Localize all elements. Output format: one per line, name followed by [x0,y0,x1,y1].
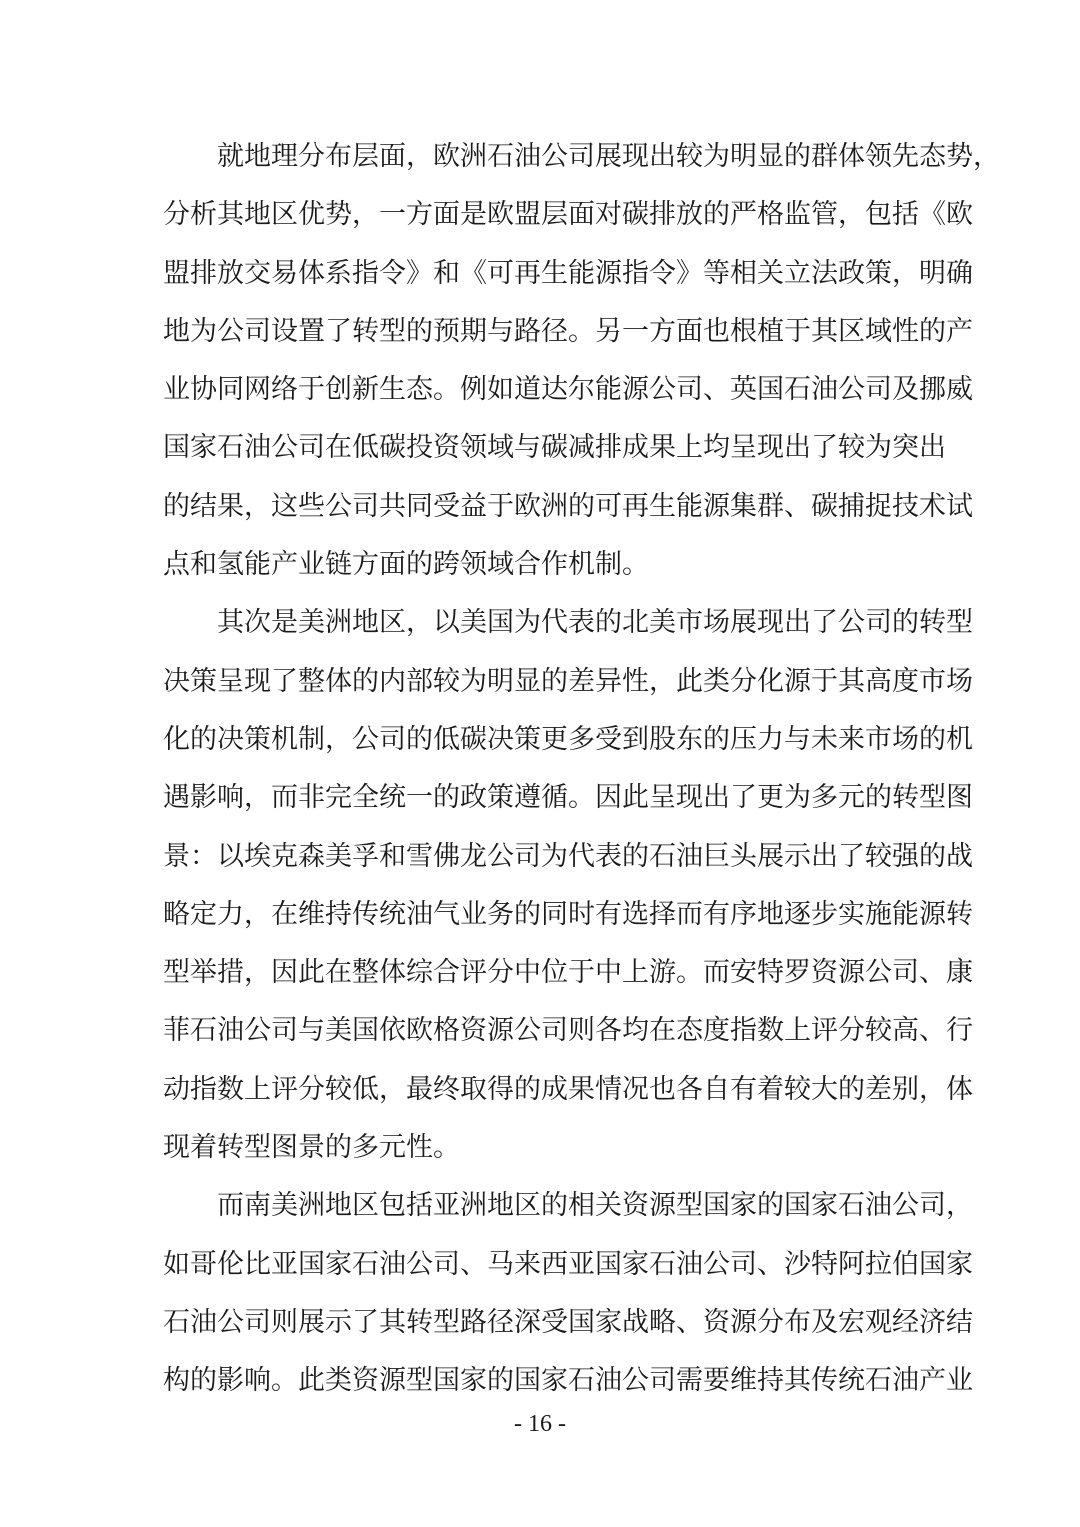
paragraph-1-line-4: 地为公司设置了转型的预期与路径。另一方面也根植于其区域性的产 [163,315,973,347]
paragraph-2-line-8: 菲石油公司与美国依欧格资源公司则各均在态度指数上评分较高、行 [163,1015,973,1047]
paragraph-1-line-5: 业协同网络于创新生态。例如道达尔能源公司、英国石油公司及挪威 [163,374,973,406]
paragraph-2-line-4: 遇影响，而非完全统一的政策遵循。因此呈现出了更为多元的转型图 [163,782,973,814]
paragraph-1-line-8: 点和氢能产业链方面的跨领域合作机制。 [163,549,649,581]
paragraph-2-line-6: 略定力，在维持传统油气业务的同时有选择而有序地逐步实施能源转 [163,898,973,930]
paragraph-2-line-5: 景：以埃克森美孚和雪佛龙公司为代表的石油巨头展示出了较强的战 [163,840,973,872]
paragraph-2-line-10: 现着转型图景的多元性。 [163,1132,460,1164]
paragraph-1-line-1: 就地理分布层面，欧洲石油公司展现出较为明显的群体领先态势， [217,141,1000,172]
page-number: - 16 - [514,1411,566,1437]
paragraph-1-line-3: 盟排放交易体系指令》和《可再生能源指令》等相关立法政策，明确 [163,257,973,289]
paragraph-2-line-3: 化的决策机制，公司的低碳决策更多受到股东的压力与未来市场的机 [163,723,973,755]
paragraph-3-line-2: 如哥伦比亚国家石油公司、马来西亚国家石油公司、沙特阿拉伯国家 [163,1248,973,1280]
paragraph-3-line-4: 构的影响。此类资源型国家的国家石油公司需要维持其传统石油产业 [163,1365,973,1397]
paragraph-1-line-6: 国家石油公司在低碳投资领域与碳减排成果上均呈现出了较为突出 [163,432,946,464]
paragraph-1-line-7: 的结果，这些公司共同受益于欧洲的可再生能源集群、碳捕捉技术试 [163,490,973,522]
paragraph-2-line-2: 决策呈现了整体的内部较为明显的差异性，此类分化源于其高度市场 [163,665,973,697]
paragraph-2-line-1: 其次是美洲地区，以美国为代表的北美市场展现出了公司的转型 [217,607,973,639]
paragraph-2-line-7: 型举措，因此在整体综合评分中位于中上游。而安特罗资源公司、康 [163,957,973,989]
paragraph-3-line-3: 石油公司则展示了其转型路径深受国家战略、资源分布及宏观经济结 [163,1306,973,1338]
paragraph-2-line-9: 动指数上评分较低，最终取得的成果情况也各自有着较大的差别，体 [163,1073,973,1105]
paragraph-3-line-1: 而南美洲地区包括亚洲地区的相关资源型国家的国家石油公司， [217,1190,973,1222]
paragraph-1-line-2: 分析其地区优势，一方面是欧盟层面对碳排放的严格监管，包括《欧 [163,199,973,231]
body-text [163,128,1000,1411]
